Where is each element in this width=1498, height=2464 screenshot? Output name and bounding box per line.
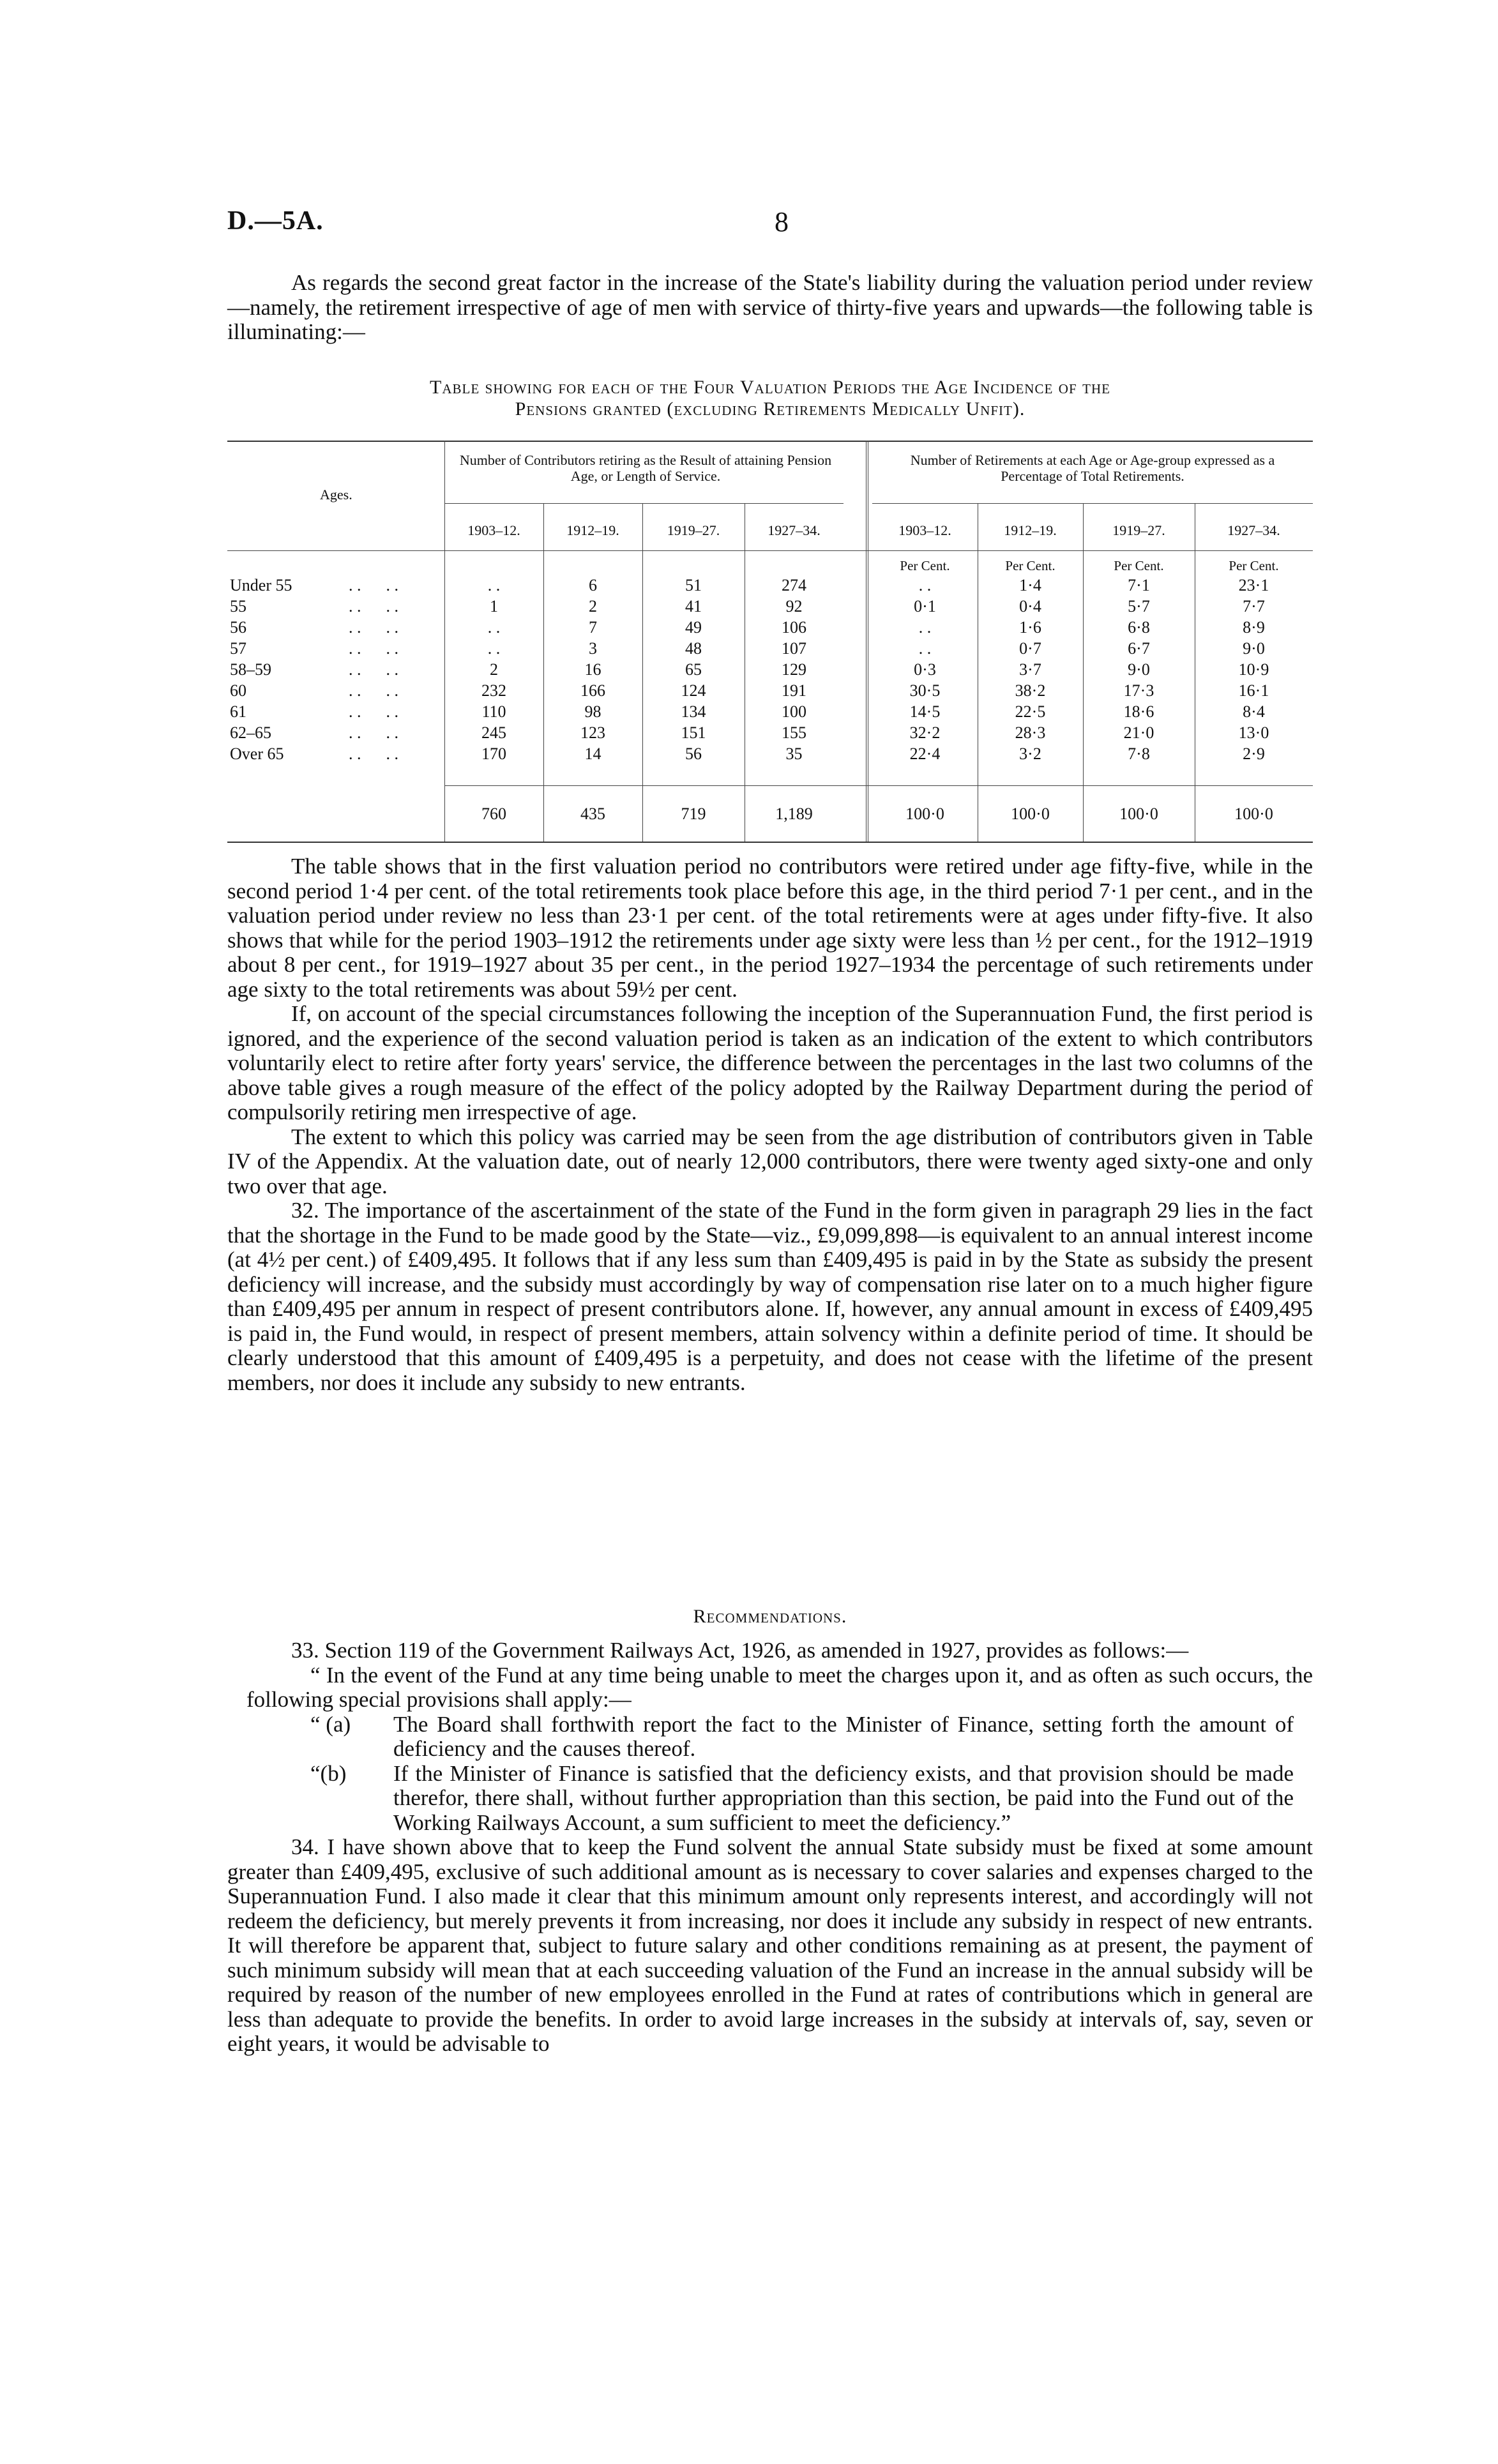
count-cell: 110 xyxy=(481,702,506,721)
count-cell: 98 xyxy=(584,702,601,721)
count-cell: 245 xyxy=(481,723,506,742)
percent-cell: 7·7 xyxy=(1243,597,1265,616)
group-separator xyxy=(866,441,868,842)
percent-cell: 0·4 xyxy=(1019,597,1041,616)
pct-year-4: 1927–34. xyxy=(1227,522,1280,538)
count-group-header: Number of Contributors retiring as the Result of attaining Pension Age, or Length of Service. xyxy=(459,452,832,484)
total-count-cell: 719 xyxy=(681,805,706,823)
count-cell: 166 xyxy=(580,681,605,700)
leader-dots: . . . . xyxy=(349,639,398,658)
percent-group-header: Number of Retirements at each Age or Age-group expressed as a Percentage of Total Retirements. xyxy=(910,452,1275,484)
count-cell: 129 xyxy=(782,660,806,679)
total-percent-cell: 100·0 xyxy=(1119,805,1158,823)
count-cell: 2 xyxy=(589,597,597,616)
page-number: 8 xyxy=(775,206,789,238)
leader-dots: . . . . xyxy=(349,660,398,679)
age-label: 58–59 xyxy=(230,660,271,679)
count-cell: 48 xyxy=(685,639,702,658)
percent-cell: 14·5 xyxy=(909,702,941,721)
document-code: D.—5A. xyxy=(227,206,324,236)
percent-cell: 21·0 xyxy=(1123,723,1154,742)
count-cell: . . xyxy=(487,618,501,637)
count-cell: 1 xyxy=(490,597,498,616)
col-line xyxy=(642,503,643,842)
count-cell: 2 xyxy=(490,660,498,679)
para-34: 34. I have shown above that to keep the Fund solvent the annual State subsidy must be fixed at some amount greater than £409,495, exclusive of such additional amount as is necessary to cover salaries and expenses charged to the Superannuation Fund. I also made it clear that this minimum amount only represents interest, and accordingly will not redeem the deficiency, but merely prevents it from increasing, nor does it include any subsidy in respect of new entrants. It will therefore be apparent that, subject to future salary and other conditions remaining as at present, the payment of such minimum subsidy will mean that at each succeeding valuation of the Fund an increase in the annual subsidy will be required by reason of the number of new employees enrolled in the Fund at rates of contributions which in general are less than adequate to provide the benefits. In order to avoid large increases in the subsidy at intervals of, say, seven or eight years, it would be advisable to xyxy=(227,1834,1313,2056)
count-header-rule xyxy=(444,503,844,504)
per-cent-label-3: Per Cent. xyxy=(1114,558,1164,573)
para-table-shows: The table shows that in the first valuation period no contributors were retired under age fifty-five, while in the second period 1·4 per cent. of the total retirements took place before this age, in the third period 7·1 per cent., and in the valuation period under review no less than 23·1 per cent. of the total retirements were at ages under fifty-five. It also shows that while for the period 1903–1912 the retirements under age sixty were less than ½ per cent., for the 1912–1919 about 8 per cent., for 1919–1927 about 35 per cent., in the period 1927–1934 the percentage of such retirements under age sixty to the total retirements was about 59½ per cent. xyxy=(227,854,1313,1002)
table-title xyxy=(227,377,1313,420)
pct-year-3: 1919–27. xyxy=(1112,522,1165,538)
para-extent: The extent to which this policy was carried may be seen from the age distribution of contributors given in Table IV of the Appendix. At the valuation date, out of nearly 12,000 contributors, there were twenty aged sixty-one and only two over that age. xyxy=(227,1124,1313,1198)
count-cell: . . xyxy=(487,639,501,658)
count-cell: . . xyxy=(487,576,501,594)
count-cell: 106 xyxy=(782,618,806,637)
col-line xyxy=(543,503,544,842)
count-cell: 107 xyxy=(782,639,806,658)
quote-b-label: “(b) xyxy=(310,1760,347,1786)
count-cell: 100 xyxy=(782,702,806,721)
count-cell: 170 xyxy=(481,744,506,763)
per-cent-label-2: Per Cent. xyxy=(1005,558,1055,573)
totals-rule xyxy=(444,785,1313,786)
leader-dots: . . . . xyxy=(349,597,398,616)
para-if: If, on account of the special circumstances following the inception of the Superannuation Fund, the first period is ignored, and the experience of the second valuation period is taken as an indication of the extent to which contributors voluntarily elect to retire after forty years' service, the difference between the percentages in the last two columns of the above table gives a rough measure of the effect of the policy adopted by the Railway Department during the period of compulsorily retiring men irrespective of age. xyxy=(227,1001,1313,1124)
per-cent-label-4: Per Cent. xyxy=(1229,558,1279,573)
percent-cell: 28·3 xyxy=(1015,723,1046,742)
percent-cell: 13·0 xyxy=(1238,723,1269,742)
total-percent-cell: 100·0 xyxy=(1234,805,1273,823)
percent-cell: 22·5 xyxy=(1015,702,1046,721)
count-cell: 274 xyxy=(782,576,806,594)
quote-a-label: “ (a) xyxy=(310,1711,351,1737)
table-bottom-rule xyxy=(227,842,1313,843)
total-count-cell: 1,189 xyxy=(775,805,813,823)
col-line xyxy=(444,441,445,842)
quote-b xyxy=(310,1762,1313,1836)
percent-cell: 17·3 xyxy=(1123,681,1154,700)
recommendations-heading: Recommendations. xyxy=(693,1606,847,1627)
count-year-4: 1927–34. xyxy=(768,522,821,538)
percent-cell: 8·4 xyxy=(1243,702,1265,721)
leader-dots: . . . . xyxy=(349,723,398,742)
percent-cell: 32·2 xyxy=(909,723,941,742)
age-label: Over 65 xyxy=(230,744,284,763)
leader-dots: . . . . xyxy=(349,681,398,700)
count-cell: 7 xyxy=(589,618,597,637)
leader-dots: . . . . xyxy=(349,576,398,594)
age-label: 62–65 xyxy=(230,723,271,742)
percent-cell: 6·7 xyxy=(1128,639,1150,658)
percent-cell: 7·8 xyxy=(1128,744,1150,763)
percent-cell: 6·8 xyxy=(1128,618,1150,637)
count-cell: 3 xyxy=(589,639,597,658)
leader-dots: . . . . xyxy=(349,744,398,763)
intro-paragraph: As regards the second great factor in the increase of the State's liability during the valuation period under review—namely, the retirement irrespective of age of men with service of thirty-five years and upwards—the following table is illuminating:— xyxy=(227,270,1313,344)
pct-year-1: 1903–12. xyxy=(898,522,951,538)
count-cell: 51 xyxy=(685,576,702,594)
per-cent-label-1: Per Cent. xyxy=(900,558,950,573)
count-cell: 16 xyxy=(584,660,601,679)
para-32: 32. The importance of the ascertainment of the state of the Fund in the form given in paragraph 29 lies in the fact that the shortage in the Fund to be made good by the State—viz., £9,099,898—is equivalent to an annual interest income (at 4½ per cent.) of £409,495. It follows that if any less sum than £409,495 is paid in by the State as subsidy the present deficiency will increase, and the subsidy must accordingly by way of compensation rise later on to a much higher figure than £409,495 per annum in respect of present contributors alone. If, however, any annual amount in excess of £409,495 is paid in, the Fund would, in respect of present members, attain solvency within a definite period of time. It should be clearly understood that this amount of £409,495 is a perpetuity, and does not cease with the lifetime of the present members, nor does it include any subsidy to new entrants. xyxy=(227,1198,1313,1395)
count-cell: 49 xyxy=(685,618,702,637)
count-cell: 191 xyxy=(782,681,806,700)
recommendations-block xyxy=(227,1638,1313,2057)
percent-cell: 3·7 xyxy=(1019,660,1041,679)
count-cell: 92 xyxy=(785,597,803,616)
percent-cell: 9·0 xyxy=(1128,660,1150,679)
count-year-1: 1903–12. xyxy=(467,522,520,538)
quote-b-text: If the Minister of Finance is satisfied that the deficiency exists, and that provision should be made therefor, there shall, without further appropriation than this section, be paid into the Fund out of the Working Railways Account, a sum sufficient to meet the deficiency.” xyxy=(393,1760,1294,1835)
count-cell: 124 xyxy=(681,681,706,700)
percent-cell: 5·7 xyxy=(1128,597,1150,616)
count-cell: 151 xyxy=(681,723,706,742)
percent-cell: 18·6 xyxy=(1123,702,1154,721)
percent-cell: . . xyxy=(918,618,932,637)
total-count-cell: 435 xyxy=(580,805,605,823)
ages-header: Ages. xyxy=(320,487,352,503)
pct-year-2: 1912–19. xyxy=(1004,522,1057,538)
table-top-rule xyxy=(227,441,1313,442)
count-cell: 155 xyxy=(782,723,806,742)
percent-cell: 30·5 xyxy=(909,681,941,700)
percent-cell: 8·9 xyxy=(1243,618,1265,637)
percent-cell: 10·9 xyxy=(1238,660,1269,679)
percent-cell: 2·9 xyxy=(1243,744,1265,763)
count-cell: 134 xyxy=(681,702,706,721)
percent-cell: 1·4 xyxy=(1019,576,1041,594)
percent-cell: 3·2 xyxy=(1019,744,1041,763)
count-cell: 35 xyxy=(785,744,803,763)
count-cell: 123 xyxy=(580,723,605,742)
percent-cell: 9·0 xyxy=(1243,639,1265,658)
table-title-line1: Table showing for each of the Four Valuation Periods the Age Incidence of the xyxy=(430,377,1110,398)
percent-cell: 0·3 xyxy=(914,660,936,679)
percent-cell: . . xyxy=(918,639,932,658)
total-percent-cell: 100·0 xyxy=(1011,805,1050,823)
quote-a xyxy=(310,1712,1313,1762)
count-cell: 56 xyxy=(685,744,702,763)
percent-header-rule xyxy=(872,503,1313,504)
percent-cell: . . xyxy=(918,576,932,594)
count-cell: 6 xyxy=(589,576,597,594)
count-cell: 65 xyxy=(685,660,702,679)
leader-dots: . . . . xyxy=(349,618,398,637)
percent-cell: 1·6 xyxy=(1019,618,1041,637)
percent-cell: 0·1 xyxy=(914,597,936,616)
percent-cell: 16·1 xyxy=(1238,681,1269,700)
retirements-table xyxy=(227,441,1313,842)
count-cell: 41 xyxy=(685,597,702,616)
intro-paragraph-block xyxy=(227,271,1313,345)
total-count-cell: 760 xyxy=(481,805,506,823)
count-cell: 232 xyxy=(481,681,506,700)
age-label: 57 xyxy=(230,639,246,658)
percent-cell: 38·2 xyxy=(1015,681,1046,700)
body-text-block xyxy=(227,854,1313,1395)
col-line xyxy=(1083,503,1084,842)
age-label: 61 xyxy=(230,702,246,721)
age-label: 56 xyxy=(230,618,246,637)
total-percent-cell: 100·0 xyxy=(905,805,944,823)
percent-cell: 0·7 xyxy=(1019,639,1041,658)
age-label: Under 55 xyxy=(230,576,292,594)
quote-main: “ In the event of the Fund at any time being unable to meet the charges upon it, and as often as such occurs, the following special provisions shall apply:— xyxy=(246,1662,1313,1712)
percent-cell: 22·4 xyxy=(909,744,941,763)
age-label: 55 xyxy=(230,597,246,616)
count-cell: 14 xyxy=(584,744,601,763)
percent-cell: 23·1 xyxy=(1238,576,1269,594)
table-title-line2: Pensions granted (excluding Retirements Medically Unfit). xyxy=(515,398,1025,419)
count-year-3: 1919–27. xyxy=(667,522,720,538)
para-33: 33. Section 119 of the Government Railways Act, 1926, as amended in 1927, provides as follows:— xyxy=(291,1638,1189,1663)
header-bottom-rule xyxy=(227,550,1313,551)
count-year-2: 1912–19. xyxy=(566,522,619,538)
age-label: 60 xyxy=(230,681,246,700)
quote-a-text: The Board shall forthwith report the fact to the Minister of Finance, setting forth the amount of deficiency and the causes thereof. xyxy=(393,1711,1294,1761)
percent-cell: 7·1 xyxy=(1128,576,1150,594)
leader-dots: . . . . xyxy=(349,702,398,721)
